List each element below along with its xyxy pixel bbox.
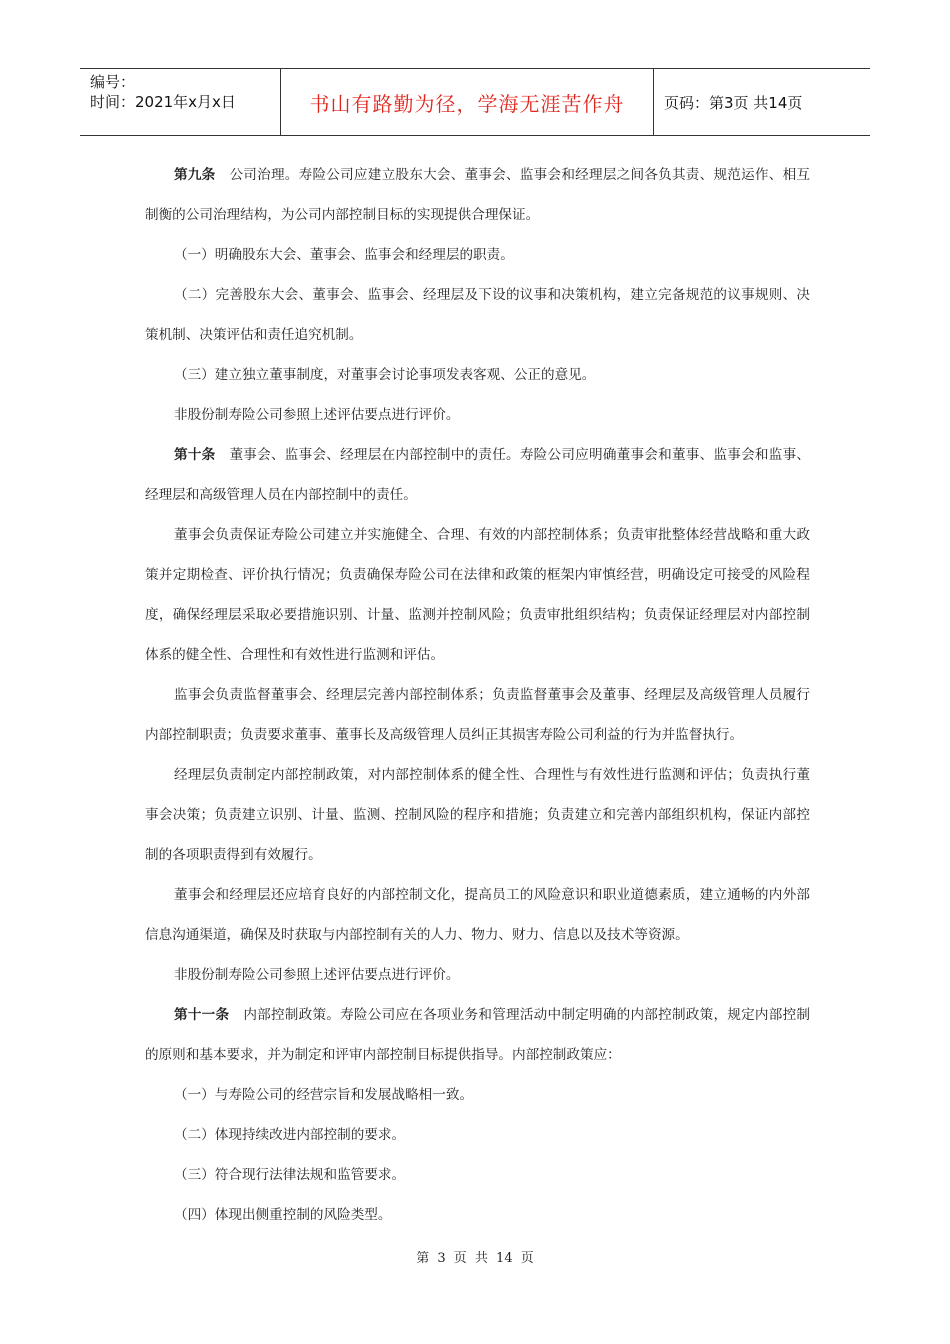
paragraph-text: （一）明确股东大会、董事会、监事会和经理层的职责。	[174, 247, 514, 263]
paragraph-text: （三）符合现行法律法规和监管要求。	[174, 1167, 406, 1183]
paragraph-text: （二）体现持续改进内部控制的要求。	[174, 1127, 406, 1143]
paragraph-text: 董事会负责保证寿险公司建立并实施健全、合理、有效的内部控制体系；负责审批整体经营战略和重大政策并定期检查、评价执行情况；负责确保寿险公司在法律和政策的框架内审慎经营，明确设定可接受的风险程度，确保经理层采取必要措施识别、计量、监测并控制风险；负责审批组织结构；负责保证经理层对内部控制体系的健全性、合理性和有效性进行监测和评估。	[145, 527, 810, 663]
paragraph	[145, 1155, 810, 1195]
document-date-label: 时间：2021年x月x日	[90, 93, 236, 111]
article-number: 第十一条	[174, 1007, 230, 1023]
paragraph-text: （四）体现出侧重控制的风险类型。	[174, 1207, 392, 1223]
paragraph-text: 监事会负责监督董事会、经理层完善内部控制体系；负责监督董事会及董事、经理层及高级管理人员履行内部控制职责；负责要求董事、董事长及高级管理人员纠正其损害寿险公司利益的行为并监督执行。	[145, 687, 810, 743]
paragraph	[145, 755, 810, 875]
paragraph	[145, 355, 810, 395]
paragraph-text: 经理层负责制定内部控制政策，对内部控制体系的健全性、合理性与有效性进行监测和评估；负责执行董事会决策；负责建立识别、计量、监测、控制风险的程序和措施；负责建立和完善内部组织机构，保证内部控制的各项职责得到有效履行。	[145, 767, 810, 863]
paragraph	[145, 675, 810, 755]
header-page-info: 页码：第3页 共14页	[664, 93, 803, 112]
document-number-label: 编号：	[90, 73, 136, 91]
page-header	[80, 68, 870, 136]
paragraph	[145, 1075, 810, 1115]
paragraph-text: （二）完善股东大会、董事会、监事会、经理层及下设的议事和决策机构，建立完备规范的议事规则、决策机制、决策评估和责任追究机制。	[145, 287, 810, 343]
paragraph	[145, 1195, 810, 1235]
paragraph	[145, 875, 810, 955]
article-number: 第九条	[174, 167, 216, 183]
paragraph	[145, 1115, 810, 1155]
paragraph	[145, 995, 810, 1075]
paragraph-text: （一）与寿险公司的经营宗旨和发展战略相一致。	[174, 1087, 474, 1103]
header-motto: 书山有路勤为径，学海无涯苦作舟	[281, 69, 654, 135]
paragraph-text: 董事会和经理层还应培育良好的内部控制文化，提高员工的风险意识和职业道德素质，建立通畅的内外部信息沟通渠道，确保及时获取与内部控制有关的人力、物力、财力、信息以及技术等资源。	[145, 887, 810, 943]
article-number: 第十条	[174, 447, 216, 463]
paragraph-text: 董事会、监事会、经理层在内部控制中的责任。寿险公司应明确董事会和董事、监事会和监事、经理层和高级管理人员在内部控制中的责任。	[145, 447, 810, 503]
paragraph	[145, 235, 810, 275]
header-meta	[80, 69, 281, 135]
paragraph-text: 公司治理。寿险公司应建立股东大会、董事会、监事会和经理层之间各负其责、规范运作、相互制衡的公司治理结构，为公司内部控制目标的实现提供合理保证。	[145, 167, 810, 223]
paragraph-text: 内部控制政策。寿险公司应在各项业务和管理活动中制定明确的内部控制政策，规定内部控制的原则和基本要求，并为制定和评审内部控制目标提供指导。内部控制政策应：	[145, 1007, 810, 1063]
paragraph	[145, 955, 810, 995]
paragraph	[145, 275, 810, 355]
paragraph	[145, 395, 810, 435]
paragraph-text: 非股份制寿险公司参照上述评估要点进行评价。	[174, 407, 460, 423]
paragraph-text: （三）建立独立董事制度，对董事会讨论事项发表客观、公正的意见。	[174, 367, 596, 383]
paragraph	[145, 515, 810, 675]
paragraph	[145, 155, 810, 235]
document-body	[145, 155, 810, 1235]
page-footer: 第 3 页 共 14 页	[416, 1251, 534, 1266]
paragraph	[145, 435, 810, 515]
paragraph-text: 非股份制寿险公司参照上述评估要点进行评价。	[174, 967, 460, 983]
